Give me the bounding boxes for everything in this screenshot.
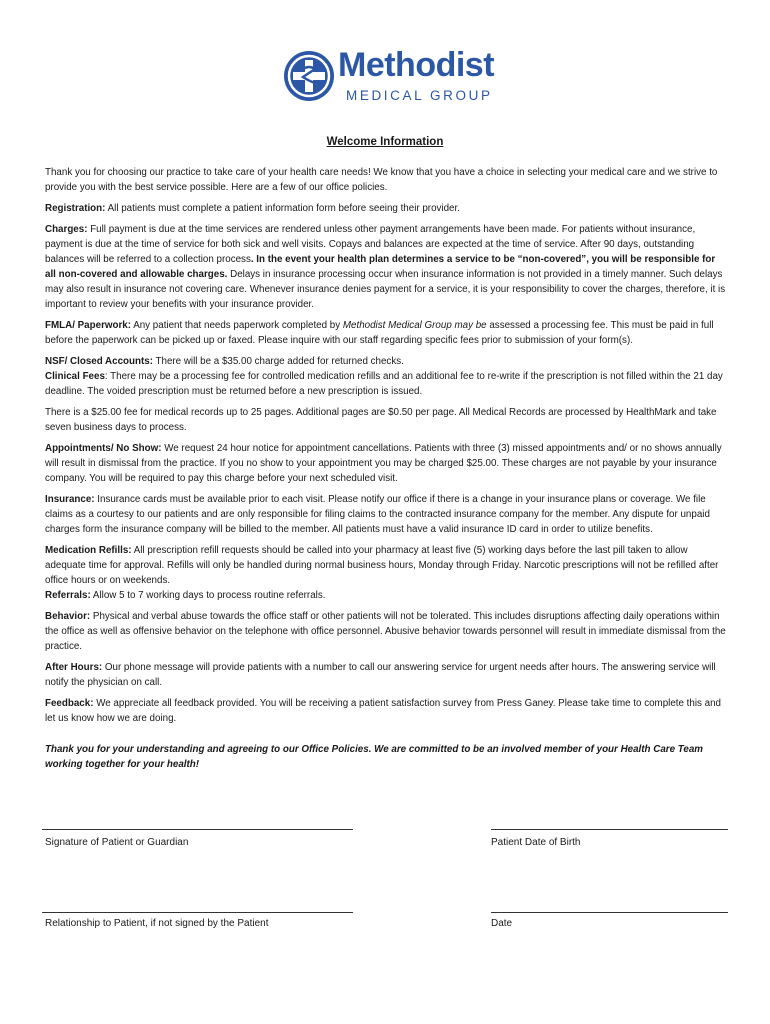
appointments-text: We request 24 hour notice for appointment cancellations. Patients with three (3) missed appointments and/ or no shows annually will result in dismissal from the practice. If you no show to your appointment you may be charged $25.00. These charges are not payable by your insurance company. You will be required to pay this charge before your next scheduled visit. [45, 443, 722, 484]
relationship-line[interactable] [42, 912, 353, 913]
policy-body [45, 165, 727, 775]
page-title: Welcome Information [326, 136, 444, 148]
registration-paragraph [45, 201, 727, 216]
charges-paragraph [45, 222, 727, 312]
date-line[interactable] [491, 912, 728, 913]
charges-bold-text: . In the event your health plan determines a service to be “non-covered”, you will be responsible for all non-covered and allowable charges. [45, 254, 716, 280]
fmla-paragraph [45, 318, 727, 348]
records-fee-paragraph: There is a $25.00 fee for medical records up to 25 pages. Additional pages are $0.50 per page. All Medical Records are processed by HealthMark and take seven business days to process. [45, 407, 717, 433]
patient-signature-line[interactable] [42, 829, 353, 830]
behavior-heading: Behavior: [45, 611, 91, 622]
referrals-text: Allow 5 to 7 working days to process routine referrals. [90, 590, 326, 601]
dob-line[interactable] [491, 829, 728, 830]
clinical-fees-paragraph [45, 369, 727, 399]
fmla-text-1: Any patient that needs paperwork completed by [131, 320, 343, 331]
behavior-paragraph [45, 609, 727, 654]
medication-refills-paragraph [45, 543, 727, 588]
insurance-paragraph [45, 492, 727, 537]
clinical-fees-heading: Clinical Fees [45, 371, 105, 382]
registration-text: All patients must complete a patient information form before seeing their provider. [105, 203, 460, 214]
fmla-heading: FMLA/ Paperwork: [45, 320, 132, 331]
methodist-emblem-icon [282, 49, 336, 103]
appointments-paragraph [45, 441, 727, 486]
after-hours-heading: After Hours: [45, 662, 103, 673]
charges-text-1: Full payment is due at the time services are rendered unless other payment arrangements have been made. For patients without insurance, payment is due at the time of service for both sick and well visits. Copays and balances are expected at the time of service. After 90 days, outstanding balances will be referred to a collection process [45, 224, 696, 265]
logo-wordmark: Methodist [338, 46, 495, 84]
appointments-heading: Appointments/ No Show: [45, 443, 162, 454]
feedback-text: We appreciate all feedback provided. You will be receiving a patient satisfaction survey from Press Ganey. Please take time to complete this and let us know how we are doing. [45, 698, 721, 724]
dob-label: Patient Date of Birth [491, 837, 581, 848]
intro-paragraph: Thank you for choosing our practice to take care of your health care needs! We know that you have a choice in selecting your medical care and we strive to provide you with the best service possible. Here are a few of our office policies. [45, 167, 718, 193]
charges-heading: Charges: [45, 224, 88, 235]
behavior-text: Physical and verbal abuse towards the office staff or other patients will not be tolerated. This includes disruptions affecting daily operations within the office as well as offensive behavior on the telephone with office personnel. Abusive behavior towards personnel will result in immediate dismissal from the practice. [45, 611, 726, 652]
logo-subtitle: MEDICAL GROUP [346, 88, 493, 103]
nsf-text: There will be a $35.00 charge added for returned checks. [152, 356, 404, 367]
feedback-heading: Feedback: [45, 698, 94, 709]
referrals-heading: Referrals: [45, 590, 91, 601]
fmla-italic-text: Methodist Medical Group may be [342, 320, 487, 331]
methodist-logo [280, 47, 495, 109]
relationship-label: Relationship to Patient, if not signed by the Patient [45, 918, 269, 929]
fmla-text-2: assessed a processing fee. This must be paid in full before the paperwork can be picked up or faxed. Please inquire with our staff regarding specific fees prior to submission of your form(s). [45, 320, 714, 346]
closing-statement: Thank you for your understanding and agreeing to our Office Policies. We are committed to be an involved member of your Health Care Team working together for your health! [45, 744, 703, 770]
medication-refills-heading: Medication Refills: [45, 545, 132, 556]
nsf-heading: NSF/ Closed Accounts: [45, 356, 153, 367]
after-hours-text: Our phone message will provide patients with a number to call our answering service for urgent needs after hours. The answering service will notify the physician on call. [45, 662, 716, 688]
after-hours-paragraph [45, 660, 727, 690]
medication-refills-text: All prescription refill requests should be called into your pharmacy at least five (5) working days before the last pill taken to allow adequate time for approval. Refills will only be handled during normal business hours, Monday through Friday. Narcotic prescriptions will not be refilled after office hours or on weekends. [45, 545, 719, 586]
feedback-paragraph [45, 696, 727, 726]
insurance-heading: Insurance: [45, 494, 95, 505]
clinical-fees-text: : There may be a processing fee for controlled medication refills and an additional fee to re-write if the prescription is not filled within the 21 day deadline. The voided prescription must be returned before a new prescription is issued. [45, 371, 723, 397]
insurance-text: Insurance cards must be available prior to each visit. Please notify our office if there is a change in your insurance plans or coverage. We file claims as a courtesy to our patients and are only responsible for filing claims to the contracted insurance company for the member. Any dispute for unpaid charges form the insurance company will be billed to the member. All patients must have a valid insurance ID card in order to utilize benefits. [45, 494, 710, 535]
registration-heading: Registration: [45, 203, 106, 214]
date-label: Date [491, 918, 513, 929]
charges-text-2: Delays in insurance processing occur when insurance information is not provided in a timely manner. Such delays may also result in insurance not covering care. Whenever insurance denies payment for a service, it is your responsibility to cover the charges, therefore, it is important to review your benefits with your insurance provider. [45, 269, 726, 310]
referrals-paragraph [45, 588, 727, 603]
nsf-paragraph [45, 354, 727, 369]
patient-signature-label: Signature of Patient or Guardian [45, 837, 189, 848]
